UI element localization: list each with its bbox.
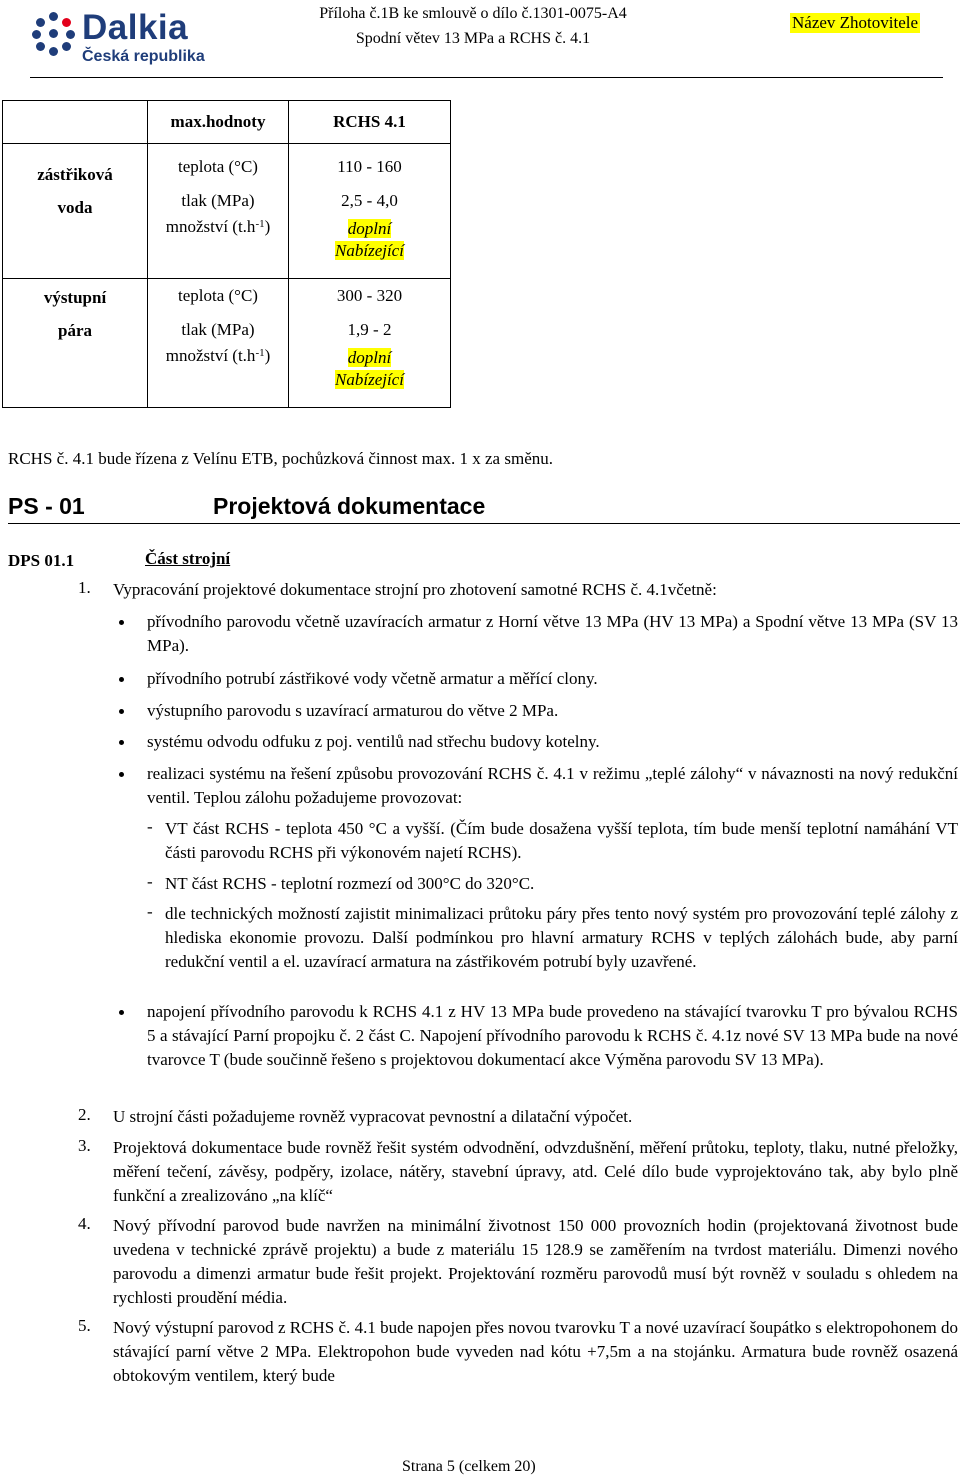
param-amount-text: množství (t.h [165,346,256,365]
bullet-icon [119,1010,124,1015]
item-text: U strojní části požadujeme rovněž vypracovat pevnostní a dilatační výpočet. [113,1107,633,1126]
value-fill-in: Nabízející [335,370,404,389]
item-number: 2. [78,1105,91,1124]
param-amount-text: množství (t.h [165,217,256,236]
header-attachment: Příloha č.1B ke smlouvě o dílo č.1301-0075-A4 [319,5,627,22]
value-cell [289,144,451,279]
value-fill-in: Nabízející [335,241,404,260]
value-fill-in: doplní [347,219,392,238]
subsection-title: Část strojní [145,549,231,568]
param-text: teplota (°C) [178,156,258,176]
bullet-icon [119,772,124,777]
value-text: 110 - 160 [337,156,402,176]
param-text: tlak (MPa) [181,319,255,339]
dash-icon: - [147,902,153,921]
group-label-cell [3,144,148,279]
table-header-row [3,101,451,144]
logo-country: Česká republika [82,48,205,65]
control-note: RCHS č. 4.1 bude řízena z Velínu ETB, pochůzková činnost max. 1 x za směnu. [8,449,553,468]
value-fill-in: doplní [347,348,392,367]
param-amount-sup: -1 [255,347,265,359]
item-number: 3. [78,1136,91,1155]
value-text: 1,9 - 2 [347,319,392,339]
item-number: 4. [78,1214,91,1233]
header-subject: Spodní větev 13 MPa a RCHS č. 4.1 [355,30,591,47]
list-item: systému odvodu odfuku z poj. ventilů nad střechu budovy kotelny. [147,732,600,751]
param-amount-end: ) [264,217,271,236]
list-item: přívodního parovodu včetně uzavíracích armatur z Horní větve 13 MPa (HV 13 MPa) a Spodní větve 13 MPa (SV 13 MPa). [147,612,958,655]
item-text: Projektová dokumentace bude rovněž řešit systém odvodnění, odvzdušnění, měření průtoku, teploty, tlaku, nutné přeložky, měření tečení, závěsy, podpěry, izolace, nátěry, stavební úpravy, atd. Celé dílo bude vyprojektováno tak, aby bylo plně funkční a zrealizováno „na klíč“ [113,1138,958,1205]
bullet-icon [119,677,124,682]
group-label-line2: voda [57,198,93,217]
section-title: Projektová dokumentace [213,493,486,519]
table-group-row [3,144,451,279]
item-number: 1. [78,578,91,597]
param-cell [148,144,289,279]
list-item: výstupního parovodu s uzavírací armaturou do větve 2 MPa. [147,701,559,720]
value-text: 300 - 320 [336,285,403,305]
logo-brand: Dalkia [82,8,189,47]
item-text: Nový výstupní parovod z RCHS č. 4.1 bude napojen přes novou tvarovku T a nové uzavírací šoupátko s elektropohonem do stávající parní větve 2 MPa. Elektropohon bude vyveden nad kótu +7,5m a na stojánku. Armatura bude rovněž osazená obtokovým ventilem, který bude [113,1318,958,1385]
param-text [148,218,288,278]
bullet-icon [119,709,124,714]
dash-icon: - [147,817,153,836]
list-item: VT část RCHS - teplota 450 °C a vyšší. (Čím bude dosažena vyšší teplota, tím bude menší teplotní namáhání VT části parovodu RCHS při výkonovém najetí RCHS). [165,819,958,862]
section-code: PS - 01 [8,493,85,519]
group-label-line1: výstupní [43,288,107,307]
header-divider [30,77,943,78]
table-group-row [3,279,451,408]
param-amount-end: ) [264,346,271,365]
value-text: 2,5 - 4,0 [341,190,398,210]
parameters-table [2,100,451,408]
table-header-empty [3,101,148,144]
param-amount-sup: -1 [255,218,265,230]
section-divider [8,523,960,524]
item-number: 5. [78,1316,91,1335]
item-text: Nový přívodní parovod bude navržen na minimální životnost 150 000 provozních hodin (projektovaná životnost bude uvedena v technické zprávě projektu) a bude z materiálu 15 128.9 se zaměřením na tvrdost materiálu. Dimenzi nového parovodu a dimenzi armatur bude řešit projekt. Projektování rozměru parovodů musí být rovněž v souladu s ohledem na rychlosti proudění média. [113,1216,958,1307]
param-text: teplota (°C) [178,285,258,305]
table-header-value: RCHS 4.1 [289,101,451,144]
group-label-line1: zástřiková [37,165,113,184]
list-item: NT část RCHS - teplotní rozmezí od 300°C do 320°C. [165,874,535,893]
value-cell [289,279,451,408]
param-cell [148,279,289,408]
group-label-line2: pára [58,321,92,340]
list-item: napojení přívodního parovodu k RCHS 4.1 z HV 13 MPa bude provedeno na stávající tvarovku T pro bývalou RCHS 5 a stávající Parní propojku č. 2 část C. Napojení přívodního parovodu k RCHS č. 4.1z nové SV 13 MPa bude na nové tvarovce T (bude součinně řešeno s projektovou dokumentací akce Výměna parovodu SV 13 MPa). [147,1002,958,1069]
company-logo [32,6,212,68]
group-label-cell [3,279,148,408]
list-item: dle technických možností zajistit minimalizaci průtoku páry přes tento nový systém pro provozování teplé zálohy z hlediska ekonomie provozu. Další podmínkou pro hlavní armatury RCHS v teplých zálohách bude, aby parní redukční ventil a el. uzavírací armatura na zástřikovém potrubí byly uzavřené. [165,904,958,971]
list-item: přívodního potrubí zástřikové vody včetně armatur a měřící clony. [147,669,598,688]
page-number: Strana 5 (celkem 20) [402,1458,536,1475]
contractor-name: Název Zhotovitele [792,13,919,32]
bullet-icon [119,620,124,625]
subsection-code: DPS 01.1 [8,551,75,570]
param-text: tlak (MPa) [181,190,255,210]
dash-icon: - [147,872,153,891]
bullet-icon [119,740,124,745]
list-item: realizaci systému na řešení způsobu provozování RCHS č. 4.1 v režimu „teplé zálohy“ v návaznosti na nový redukční ventil. Teplou zálohu požadujeme provozovat: [147,764,958,807]
param-text [148,347,288,407]
item-text: Vypracování projektové dokumentace strojní pro zhotovení samotné RCHS č. 4.1včetně: [113,580,717,599]
table-header-param: max.hodnoty [148,101,289,144]
logo-dots-icon [32,12,76,56]
